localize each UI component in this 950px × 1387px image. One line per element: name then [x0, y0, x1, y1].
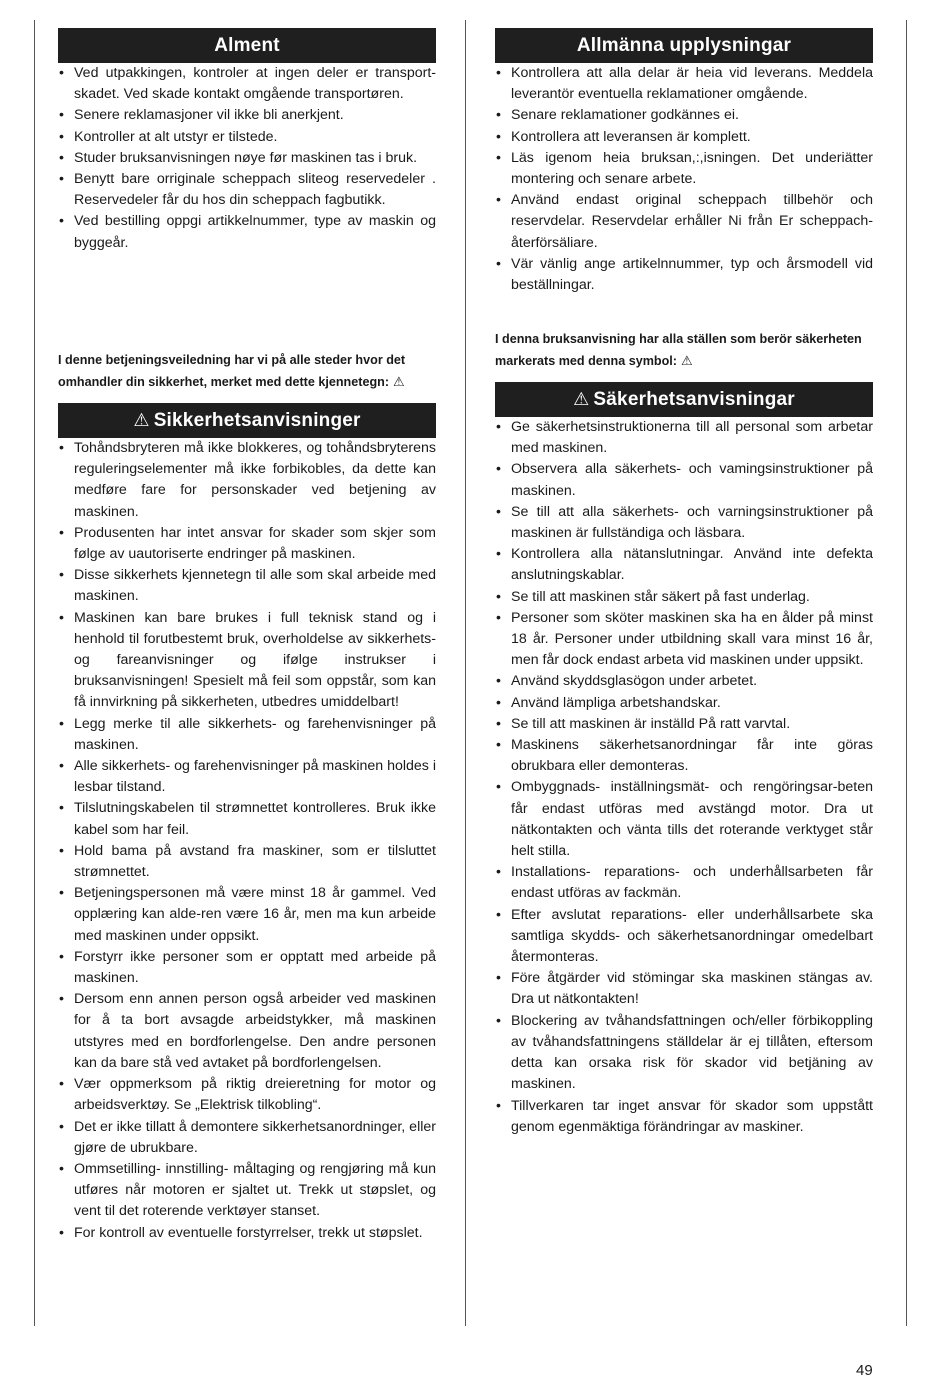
- list-item: • Kontrollera att leveransen är komplett.: [495, 127, 873, 148]
- list-item: • Kontrollera att alla delar är heia vid leverans. Meddela leverantör eventuella reklamationer omgående.: [495, 63, 873, 105]
- list-item: • Vær oppmerksom på riktig dreieretning for motor og arbeidsverktøy. Se „Elektrisk tilkobling“.: [58, 1074, 436, 1116]
- list-item: • Se till att alla säkerhets- och varningsinstruktioner på maskinen är fullständiga och läsbara.: [495, 502, 873, 544]
- list-item: • Vär vänlig ange artikelnnummer, typ och årsmodell vid beställningar.: [495, 254, 873, 296]
- list-item: • Tohåndsbryteren må ikke blokkeres, og tohåndsbryterens reguleringselementer må ikke forbikobles, da dette kan medføre fare for personskader ved betjening av maskinen.: [58, 438, 436, 523]
- warning-triangle-icon: ⚠: [573, 389, 590, 409]
- list-item: • Alle sikkerhets- og farehenvisninger på maskinen holdes i lesbar tilstand.: [58, 756, 436, 798]
- list-item: • Ge säkerhetsinstruktionerna till all personal som arbetar med maskinen.: [495, 417, 873, 459]
- page-number: 49: [856, 1362, 873, 1379]
- safety-note: [58, 350, 436, 393]
- list-item: • Senare reklamationer godkännes ei.: [495, 105, 873, 126]
- list-item: • Benytt bare orriginale scheppach sliteog reservedeler . Reservedeler får du hos din scheppach fagbutikk.: [58, 169, 436, 211]
- list-item: • Se till att maskinen är inställd På ratt varvtal.: [495, 714, 873, 735]
- section-header-safety-label: Säkerhetsanvisningar: [593, 389, 795, 410]
- list-item: • Använd endast original scheppach tillbehör och reservdelar. Reservdelar erhåller Ni från Er scheppach-återförsäliare.: [495, 190, 873, 254]
- warning-triangle-icon: ⚠: [133, 410, 150, 430]
- left-margin-rule: [34, 20, 35, 1326]
- list-item: • Dersom enn annen person også arbeider ved maskinen for å ta bort avsagde arbeidstykker, må maskinen utstyres med en bordforlengelse. Den andre personen kan da bare stå ved avtaket på bordforlengelsen.: [58, 989, 436, 1074]
- list-item: • Produsenten har intet ansvar for skader som skjer som følge av uautoriserte endringer på maskinen.: [58, 523, 436, 565]
- list-item: • Tillverkaren tar inget ansvar för skador som uppstått genom egenmäktiga förändringar av maskiner.: [495, 1096, 873, 1138]
- list-item: • Det er ikke tillatt å demontere sikkerhetsanordninger, eller gjøre de ubrukbare.: [58, 1117, 436, 1159]
- safety-note-text: I denne betjeningsveiledning har vi på alle steder hvor det omhandler din sikkerhet, merket med dette kjennetegn:: [58, 353, 406, 389]
- list-item: • Legg merke til alle sikkerhets- og farehenvisninger på maskinen.: [58, 714, 436, 756]
- list-item: • Använd lämpliga arbetshandskar.: [495, 693, 873, 714]
- list-item: • Använd skyddsglasögon under arbetet.: [495, 671, 873, 692]
- list-item: • Ommsetilling- innstilling- måltaging og rengjøring må kun utføres når motoren er sjaltet ut. Trekk ut støpslet, og vent til det roterende verktøyer stanset.: [58, 1159, 436, 1223]
- list-item: • Ombyggnads- inställningsmät- och rengöringsar-beten får endast utföras med avstängd motor. Dra ut nätkontakten och vänta tills det roterande verktyget står helt stilla.: [495, 777, 873, 862]
- safety-note: [495, 329, 873, 372]
- general-list: [495, 63, 873, 300]
- list-item: • Före åtgärder vid stömingar ska maskinen stängas av. Dra ut nätkontakten!: [495, 968, 873, 1010]
- list-item: • Observera alla säkerhets- och vamingsinstruktioner på maskinen.: [495, 459, 873, 501]
- list-item: • Forstyrr ikke personer som er opptatt med arbeide på maskinen.: [58, 947, 436, 989]
- warning-triangle-icon: ⚠: [393, 374, 405, 389]
- left-column: [58, 28, 436, 1244]
- list-item: • Senere reklamasjoner vil ikke bli anerkjent.: [58, 105, 436, 126]
- list-item: • Betjeningspersonen må være minst 18 år gammel. Ved opplæring kan alde-ren være 16 år, men ma kun arbeide med maskinen under oppsikt.: [58, 883, 436, 947]
- list-item: • Se till att maskinen står säkert på fast underlag.: [495, 587, 873, 608]
- section-header-general: Alment: [58, 28, 436, 63]
- center-column-rule: [465, 20, 466, 1326]
- list-item: • Efter avslutat reparations- eller underhållsarbete ska samtliga skydds- och säkerhetsanordningar omedelbart återmonteras.: [495, 905, 873, 969]
- safety-list: [495, 417, 873, 1138]
- section-header-general: Allmänna upplysningar: [495, 28, 873, 63]
- list-item: • For kontroll av eventuelle forstyrrelser, trekk ut støpslet.: [58, 1223, 436, 1244]
- right-margin-rule: [906, 20, 907, 1326]
- list-item: • Installations- reparations- och underhållsarbeten får endast utföras av fackmän.: [495, 862, 873, 904]
- warning-triangle-icon: ⚠: [680, 353, 693, 368]
- general-list: [58, 63, 436, 300]
- list-item: • Tilslutningskabelen til strømnettet kontrolleres. Bruk ikke kabel som har feil.: [58, 798, 436, 840]
- list-item: • Studer bruksanvisningen nøye før maskinen tas i bruk.: [58, 148, 436, 169]
- list-item: • Kontrollera alla nätanslutningar. Använd inte defekta anslutningskablar.: [495, 544, 873, 586]
- list-item: • Blockering av tvåhandsfattningen och/eller förbikoppling av tvåhandsfattningens ställdelar är ej tillåten, eftersom detta kan orsaka risk för skador vid betjäning av maskinen.: [495, 1011, 873, 1096]
- list-item: • Ved bestilling oppgi artikkelnummer, type av maskin og byggeår.: [58, 211, 436, 253]
- safety-list: [58, 438, 436, 1244]
- section-header-safety: [58, 403, 436, 438]
- section-header-safety-label: Sikkerhetsanvisninger: [153, 410, 361, 431]
- list-item: • Ved utpakkingen, kontroler at ingen deler er transport-skadet. Ved skade kontakt omgående transportøren.: [58, 63, 436, 105]
- list-item: • Maskinen kan bare brukes i full teknisk stand og i henhold til forutbestemt bruk, overholdelse av sikkerhets- og fareanvisninger og ifølge instrukser i bruksanvisningen! Spesielt må feil som oppstår, som kan få innvirkning på sikkerheten, utbedres umiddelbart!: [58, 608, 436, 714]
- list-item: • Hold bama på avstand fra maskiner, som er tilsluttet strømnettet.: [58, 841, 436, 883]
- list-item: • Kontroller at alt utstyr er tilstede.: [58, 127, 436, 148]
- right-column: [495, 28, 873, 1138]
- list-item: • Disse sikkerhets kjennetegn til alle som skal arbeide med maskinen.: [58, 565, 436, 607]
- safety-note-text: I denna bruksanvisning har alla ställen som berör säkerheten markerats med denna symbol:: [495, 332, 862, 368]
- list-item: • Personer som sköter maskinen ska ha en ålder på minst 18 år. Personer under utbildning skall vara minst 16 år, men får dock endast arbeta vid maskinen under uppsikt.: [495, 608, 873, 672]
- list-item: • Maskinens säkerhetsanordningar får inte göras obrukbara eller demonteras.: [495, 735, 873, 777]
- list-item: • Läs igenom heia bruksan,:,isningen. Det underiätter montering och senare arbete.: [495, 148, 873, 190]
- section-header-safety: [495, 382, 873, 417]
